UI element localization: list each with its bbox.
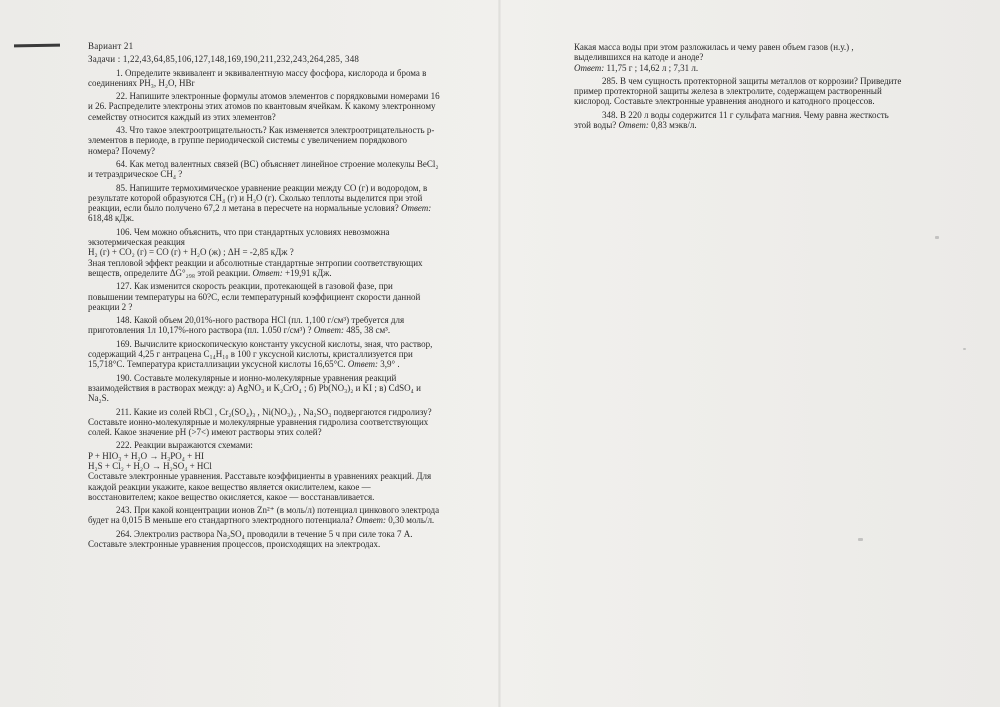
tasks-line: Задачи : 1,22,43,64,85,106,127,148,169,190,211,232,243,264,285, 348 (88, 54, 360, 65)
task-number: 85. (116, 182, 128, 193)
task-text: P + HIO₃ + H₂O → H₃PO₄ + HI (88, 450, 204, 461)
right-column (574, 42, 902, 130)
task-text: Составьте электронные уравнения. Расставьте коэффициенты в уравнениях реакций. Для каждой реакции укажите, какое вещество является окислителем, какое — восстановителем; какое вещество окисляется, какое — восстанавливается. (88, 471, 432, 502)
task-paragraph (88, 159, 440, 180)
task-line (88, 471, 440, 502)
task-text: Напишите термохимическое уравнение реакции между CO (г) и водородом, в результате которой образуются CH₄ (г) и H₂O (г). Сколько теплоты выделится при этой реакции, если было получено 67,2 л метана в пересчете на нормальные условия? (88, 182, 428, 214)
answer-value: 0,83 мэкв/л. (651, 120, 697, 131)
task-line (88, 247, 440, 257)
scan-speck (858, 538, 863, 541)
answer-label: Ответ: (574, 62, 605, 73)
task-text: Какой объем 20,01%-ного раствора HCl (пл. 1,100 г/см³) требуется для приготовления 1л 10,17%-ного раствора (пл. 1.050 г/см³) ? (88, 315, 405, 336)
task-text: В чем сущность протекторной защиты металлов от коррозии? Приведите пример протекторной защиты железа в электролите, содержащем растворенный кислород. Составьте электронные уравнения анодного и катодного процессов. (574, 75, 902, 107)
task-paragraph (88, 227, 440, 248)
answer-value: 3,9° . (380, 359, 400, 370)
task-paragraph (574, 76, 902, 107)
task-paragraph (88, 505, 440, 526)
task-line (574, 42, 902, 63)
task-text: Чем можно объяснить, что при стандартных условиях невозможна экзотермическая реакция (88, 226, 390, 248)
page-fold (498, 0, 501, 707)
left-tasks (88, 68, 440, 550)
task-text: Составьте молекулярные и ионно-молекулярные уравнения реакций взаимодействия в растворах между: а) AgNO₃ и K₂CrO₄ ; б) Pb(NO₃)₂ и KI ; в) CdSO₄ и Na₂S. (88, 372, 421, 404)
task-number: 211. (116, 406, 132, 417)
task-text: Напишите электронные формулы атомов элементов с порядковыми номерами 16 и 26. Распределите электроны этих атомов по квантовым ячейкам. К какому электронному семейству относится каждый из этих элементов? (88, 91, 440, 122)
task-text: Какая масса воды при этом разложилась и чему равен объем газов (н.у.) , выделившихся на катоде и аноде? (574, 42, 854, 63)
task-line (574, 63, 902, 73)
task-number: 348. (602, 109, 618, 120)
task-paragraph (88, 529, 440, 550)
answer-label: Ответ: (618, 120, 649, 131)
task-text: При какой концентрации ионов Zn²⁺ (в моль/л) потенциал цинкового электрода будет на 0,015 В меньше его стандартного электродного потенциала? (88, 505, 440, 526)
answer-value: +19,91 кДж. (285, 267, 332, 278)
task-number: 148. (116, 315, 132, 326)
task-text: H₂S + Cl₂ + H₂O → H₂SO₄ + HCl (88, 460, 212, 471)
task-number: 222. (116, 440, 132, 451)
answer-value: 485, 38 см³. (346, 325, 391, 336)
answer-label: Ответ: (313, 325, 344, 336)
task-number: 43. (116, 125, 128, 136)
scan-speck (963, 348, 966, 350)
task-paragraph (88, 440, 440, 450)
task-number: 1. (116, 67, 123, 78)
task-number: 64. (116, 158, 128, 169)
task-number: 169. (116, 338, 132, 349)
task-paragraph (88, 68, 440, 89)
answer-value: 618,48 кДж. (88, 213, 134, 224)
task-text: Что такое электроотрицательность? Как изменяется электроотрицательность p-элементов в периоде, в группе периодической системы с увеличением порядкового номера? Почему? (88, 125, 435, 156)
task-line (88, 258, 440, 279)
variant-title: Вариант 21 (88, 41, 134, 51)
task-line (88, 461, 440, 471)
task-text: Реакции выражаются схемами: (134, 440, 253, 451)
task-paragraph (574, 110, 902, 131)
task-text: Вычислите криоскопическую константу уксусной кислоты, зная, что раствор, содержащий 4,25 г антрацена C₁₄H₁₀ в 100 г уксусной кислоты, кристаллизуется при 15,718°С. Температура кристаллизации уксусной кислоты 16,65°С. (88, 338, 433, 370)
task-number: 243. (116, 505, 132, 516)
task-number: 190. (116, 372, 132, 383)
answer-label: Ответ: (401, 203, 432, 214)
answer-value: 11,75 г ; 14,62 л ; 7,31 л. (606, 62, 699, 73)
task-number: 285. (602, 75, 618, 86)
task-text: Как изменится скорость реакции, протекающей в газовой фазе, при повышении температуры на 60?С, если температурный коэффициент скорости данной реакции 2 ? (88, 281, 421, 312)
left-column (88, 41, 440, 549)
task-text: В 220 л воды содержится 11 г сульфата магния. Чему равна жесткость этой воды? (574, 109, 889, 131)
task-text: H₂ (г) + CO₂ (г) = CO (г) + H₂O (ж) ; ΔH = -2,85 кДж ? (88, 247, 294, 258)
answer-label: Ответ: (355, 515, 387, 526)
task-number: 106. (116, 226, 132, 237)
task-paragraph (88, 339, 440, 370)
task-line (88, 451, 440, 461)
task-paragraph (88, 183, 440, 224)
task-paragraph (88, 315, 440, 336)
right-tasks (574, 42, 902, 130)
task-text: Какие из солей RbCl , Cr₂(SO₄)₃ , Ni(NO₃)₂ , Na₂SO₃ подвергаются гидролизу? Составьте ионно-молекулярные и молекулярные уравнения гидролиза соответствующих солей. Какое значение pH (>7<) имеют растворы этих солей? (88, 406, 432, 438)
task-text: Как метод валентных связей (ВС) объясняет линейное строение молекулы BeCl₂ и тетраэдрическое CH₄ ? (88, 158, 439, 180)
task-number: 127. (116, 281, 132, 292)
task-number: 22. (116, 91, 128, 102)
task-text: Зная тепловой эффект реакции и абсолютные стандартные энтропии соответствующих веществ, определите ΔG°₂₉₈ этой реакции. (88, 257, 423, 278)
task-paragraph (88, 125, 440, 156)
task-text: Определите эквивалент и эквивалентную массу фосфора, кислорода и брома в соединениях PH₃, H₂O, HBr (88, 67, 427, 88)
answer-label: Ответ: (252, 267, 283, 278)
task-paragraph (88, 91, 440, 122)
answer-label: Ответ: (347, 359, 378, 370)
task-number: 264. (116, 528, 132, 539)
task-text: Электролиз раствора Na₂SO₄ проводили в течение 5 ч при силе тока 7 А. Составьте электронные уравнения процессов, происходящих на электродах. (88, 528, 413, 550)
task-paragraph (88, 281, 440, 312)
answer-value: 0,30 моль/л. (388, 515, 435, 526)
task-paragraph (88, 407, 440, 438)
task-paragraph (88, 373, 440, 404)
scan-speck (935, 236, 939, 239)
